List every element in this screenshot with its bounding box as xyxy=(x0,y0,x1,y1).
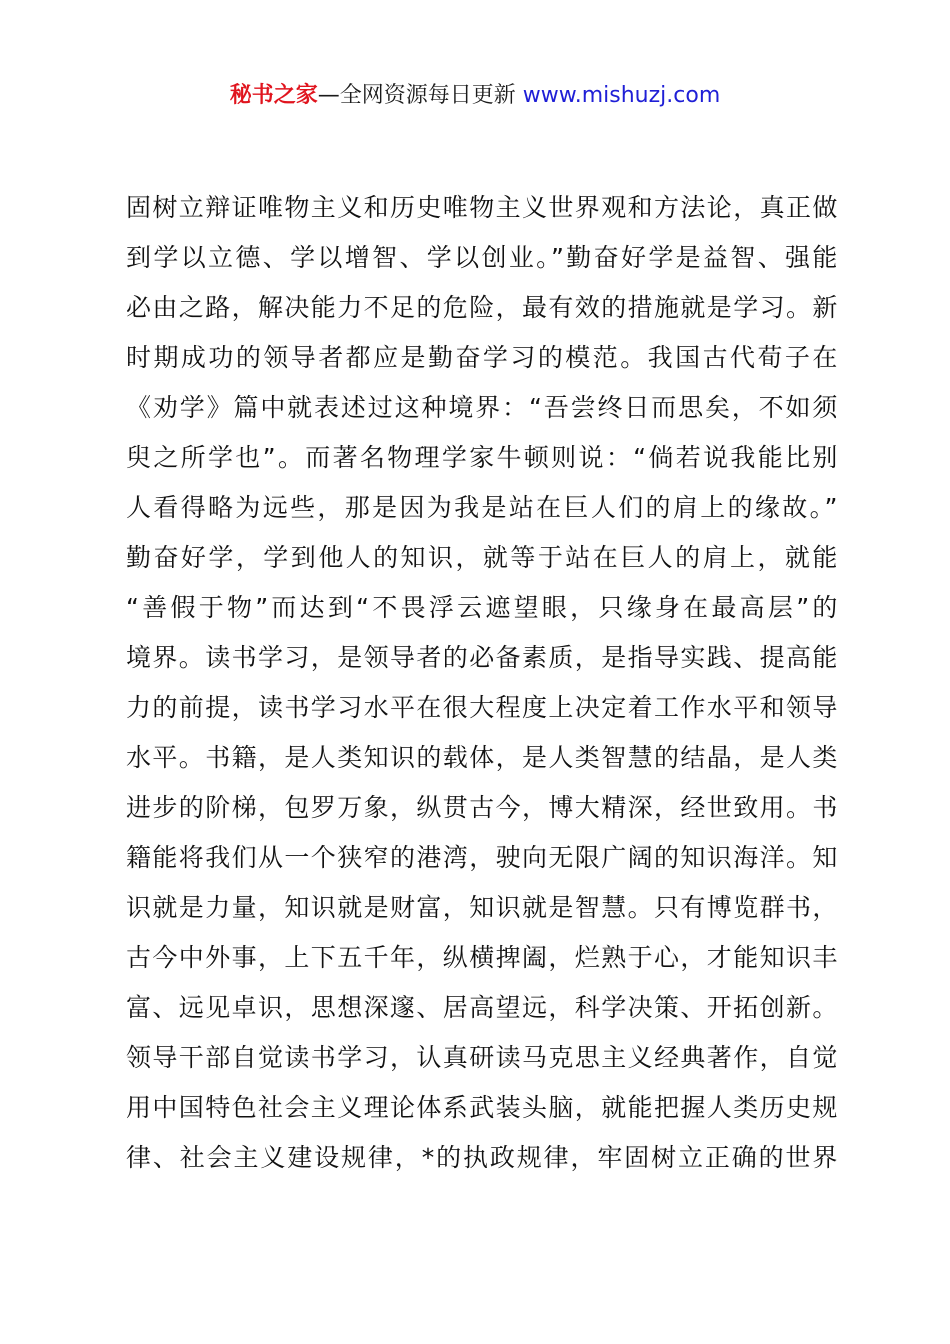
text-line: 时期成功的领导者都应是勤奋学习的模范。我国古代荀子在 xyxy=(126,343,838,372)
text-line: 力的前提，读书学习水平在很大程度上决定着工作水平和领导 xyxy=(126,693,838,722)
text-line: 领导干部自觉读书学习，认真研读马克思主义经典著作，自觉 xyxy=(126,1043,838,1072)
text-line: “善假于物”而达到“不畏浮云遮望眼，只缘身在最高层”的 xyxy=(126,593,838,622)
header-url-link[interactable]: www.mishuzj.com xyxy=(522,83,721,108)
text-line: 人看得略为远些，那是因为我是站在巨人们的肩上的缘故。” xyxy=(126,493,838,522)
text-line: 籍能将我们从一个狭窄的港湾，驶向无限广阔的知识海洋。知 xyxy=(126,843,838,872)
body-paragraph xyxy=(126,183,838,1183)
text-line: 用中国特色社会主义理论体系武装头脑，就能把握人类历史规 xyxy=(126,1093,838,1122)
text-line: 富、远见卓识，思想深邃、居高望远，科学决策、开拓创新。 xyxy=(126,993,838,1022)
text-line: 进步的阶梯，包罗万象，纵贯古今，博大精深，经世致用。书 xyxy=(126,793,838,822)
text-line: 臾之所学也”。而著名物理学家牛顿则说：“倘若说我能比别 xyxy=(126,443,838,472)
text-line: 境界。读书学习，是领导者的必备素质，是指导实践、提高能 xyxy=(126,643,838,672)
text-line: 《劝学》篇中就表述过这种境界：“吾尝终日而思矣，不如须 xyxy=(126,393,838,422)
text-line: 古今中外事，上下五千年，纵横捭阖，烂熟于心，才能知识丰 xyxy=(126,943,838,972)
header-brand: 秘书之家 xyxy=(229,83,318,108)
text-line: 识就是力量，知识就是财富，知识就是智慧。只有博览群书， xyxy=(126,893,838,922)
text-line: 固树立辩证唯物主义和历史唯物主义世界观和方法论，真正做 xyxy=(126,193,838,222)
text-line: 必由之路，解决能力不足的危险，最有效的措施就是学习。新 xyxy=(126,293,838,322)
text-line: 勤奋好学，学到他人的知识，就等于站在巨人的肩上，就能 xyxy=(126,543,838,572)
text-line: 到学以立德、学以增智、学以创业。”勤奋好学是益智、强能 xyxy=(126,243,838,272)
page-header xyxy=(0,80,950,112)
header-tagline: —全网资源每日更新 xyxy=(317,83,516,108)
text-line: 水平。书籍，是人类知识的载体，是人类智慧的结晶，是人类 xyxy=(126,743,838,772)
text-line: 律、社会主义建设规律，*的执政规律，牢固树立正确的世界 xyxy=(126,1143,838,1172)
